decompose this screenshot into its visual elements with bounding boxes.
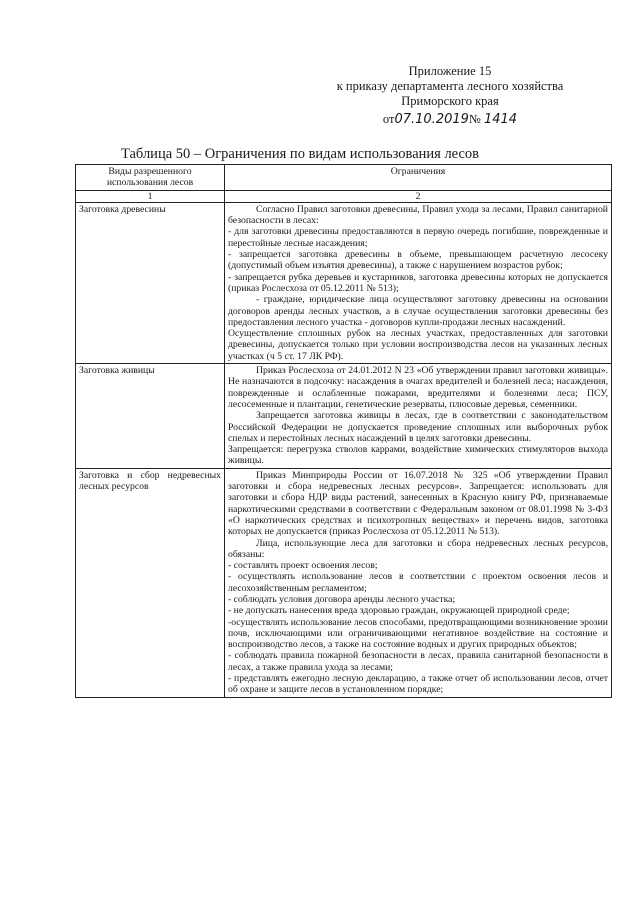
- column-header-restrictions: Ограничения: [225, 165, 612, 191]
- restrictions-cell: [225, 364, 612, 469]
- restrictions-table: [75, 164, 612, 698]
- restriction-paragraph: - соблюдать условия договора аренды лесного участка;: [228, 593, 456, 605]
- appendix-header: [300, 64, 600, 127]
- restriction-paragraph: Лица, использующие леса для заготовки и сбора недревесных лесных ресурсов, обязаны:: [228, 537, 608, 560]
- order-date: 07.10.2019: [394, 112, 469, 127]
- use-type-cell: Заготовка и сбор недревесных лесных ресурсов: [76, 468, 225, 697]
- order-number-sign: №: [468, 112, 481, 126]
- restriction-paragraph: - запрещается заготовка древесины в объеме, превышающем расчетную лесосеку (допустимый объем изъятия древесины), а также с нарушением возрастов рубок;: [228, 249, 608, 272]
- restriction-paragraph: - не допускать нанесения вреда здоровью граждан, окружающей природной среде;: [228, 605, 570, 617]
- restriction-paragraph: Приказ Рослесхоза от 24.01.2012 N 23 «Об утверждении правил заготовки живицы». Не назначаются в подсочку: насаждения в очагах вредителей и болезней леса; насаждения, поврежденные и ослабленные пожарами, вредителями и болезнями леса; ПСУ, лесосеменные и плантации, генетические резерваты, плюсовые деревья, семенники.: [228, 365, 608, 410]
- table-title: Таблица 50 – Ограничения по видам использования лесов: [121, 146, 480, 162]
- appendix-region: Приморского края: [401, 94, 499, 108]
- table-row: [76, 468, 612, 697]
- restriction-paragraph: Осуществление сплошных рубок на лесных участках, предоставленных для заготовки древесины, допускается только при условии воспроизводства лесов на указанных лесных участках (ч 5 ст. 17 ЛК РФ).: [228, 328, 608, 362]
- column-number-1: 1: [76, 190, 225, 202]
- order-prefix: от: [382, 112, 395, 126]
- restriction-paragraph: - представлять ежегодно лесную декларацию, а также отчет об использовании лесов, отчет об охране и защите лесов в установленном порядке;: [228, 673, 608, 696]
- restrictions-cell: [225, 202, 612, 363]
- table-header-row: [76, 165, 612, 191]
- restriction-paragraph: - запрещается рубка деревьев и кустарников, заготовка древесины которых не допускается (приказ Рослесхоза от 05.12.2011 № 513);: [228, 271, 608, 294]
- restriction-paragraph: - для заготовки древесины предоставляются в первую очередь погибшие, поврежденные и перестойные лесные насаждения;: [228, 226, 608, 249]
- use-type-cell: Заготовка древесины: [76, 202, 225, 363]
- restriction-paragraph: Согласно Правил заготовки древесины, Правил ухода за лесами, Правил санитарной безопасности в лесах:: [228, 203, 608, 227]
- column-number-2: 2: [225, 190, 612, 202]
- table-row: [76, 364, 612, 469]
- restriction-paragraph: Запрещается: перегрузка стволов каррами, воздействие химических стимуляторов выхода живицы.: [228, 444, 608, 467]
- appendix-number: Приложение 15: [408, 64, 492, 78]
- order-line: [300, 112, 600, 127]
- restrictions-cell: [225, 468, 612, 697]
- restriction-paragraph: Приказ Минприроды России от 16.07.2018 № 325 «Об утверждении Правил заготовки и сбора недревесных лесных ресурсов». Запрещается: использовать для заготовки и сбора НДР виды растений, занесенных в Красную книгу РФ, признаваемые наркотическими средствами в соответствии с Федеральным законом от 08.01.1998 № 3-ФЗ «О наркотических средствах и психотропных веществах» и перечень видов, заготовка которых не допускается (приказ Рослесхоза от 05.12.2011 № 513).: [228, 469, 608, 538]
- restriction-paragraph: -осуществлять использование лесов способами, предотвращающими возникновение эрозии почв, исключающими или ограничивающими негативное воздействие на состояние и воспроизводство лесов, а также на состояние водных и других природных объектов;: [228, 616, 608, 651]
- order-number: 1414: [483, 112, 518, 127]
- restriction-paragraph: - граждане, юридические лица осуществляют заготовку древесины на основании договоров аренды лесных участков, а в случае осуществления заготовки древесины без предоставления лесного участка - договоров купли-продажи лесных насаждений.: [228, 294, 608, 328]
- restriction-paragraph: Запрещается заготовка живицы в лесах, где в соответствии с законодательством Российской Федерации не допускается проведение сплошных или выборочных рубок спелых и перестойных лесных насаждений в целях заготовки древесины.: [228, 410, 608, 444]
- table-row: [76, 202, 612, 363]
- table-column-number-row: [76, 190, 612, 202]
- use-type-cell: Заготовка живицы: [76, 364, 225, 469]
- restriction-paragraph: - составлять проект освоения лесов;: [228, 560, 378, 572]
- restriction-paragraph: - осуществлять использование лесов в соответствии с проектом освоения лесов и лесохозяйственным регламентом;: [228, 571, 608, 594]
- restriction-paragraph: - соблюдать правила пожарной безопасности в лесах, правила санитарной безопасности в лесах, а также правила ухода за лесами;: [228, 650, 608, 673]
- appendix-order-ref: к приказу департамента лесного хозяйства: [336, 79, 564, 93]
- column-header-use-type: Виды разрешенного использования лесов: [76, 165, 225, 191]
